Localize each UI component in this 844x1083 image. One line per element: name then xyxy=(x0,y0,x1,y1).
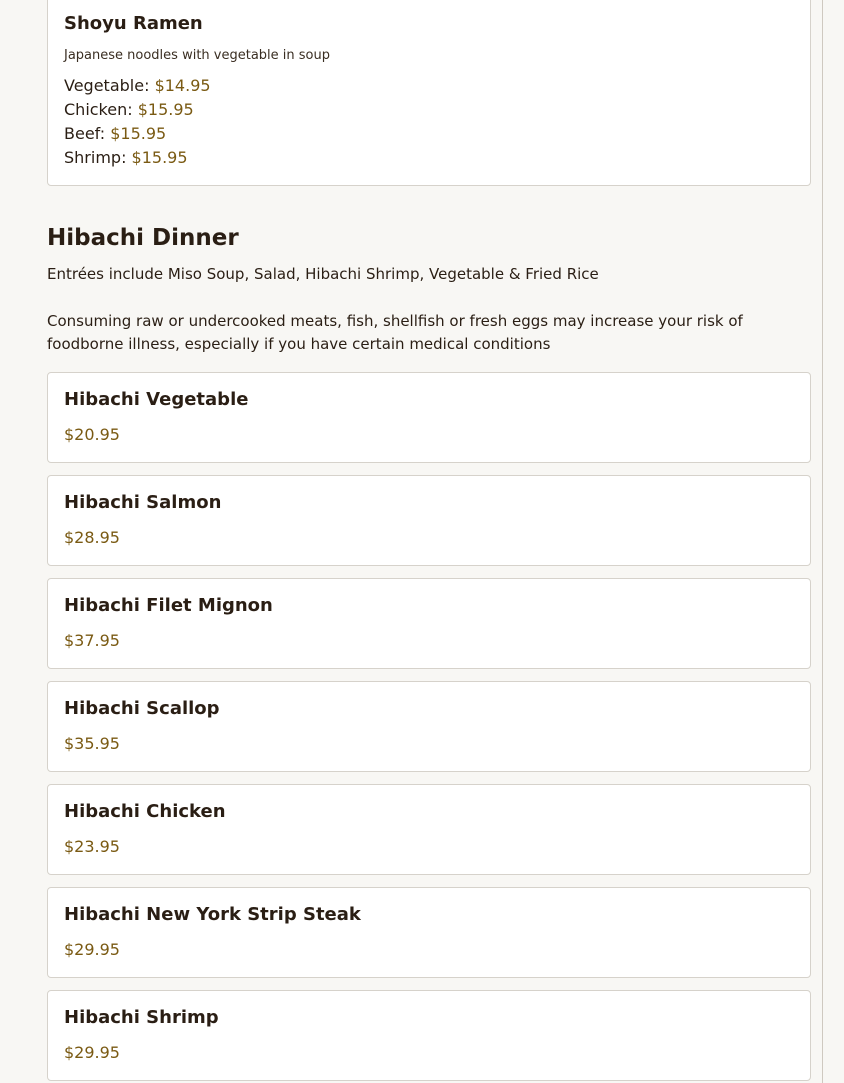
menu-item-card[interactable] xyxy=(47,990,811,1081)
option-label: Shrimp: xyxy=(64,148,127,167)
menu-item-card[interactable] xyxy=(47,887,811,978)
section-note: Entrées include Miso Soup, Salad, Hibachi Shrimp, Vegetable & Fried Rice xyxy=(47,265,599,283)
menu-item-price: $20.95 xyxy=(64,425,120,444)
menu-item-price: $29.95 xyxy=(64,1043,120,1062)
menu-item-price: $23.95 xyxy=(64,837,120,856)
section-title: Hibachi Dinner xyxy=(47,225,239,251)
consumer-advisory: Consuming raw or undercooked meats, fish, shellfish or fresh eggs may increase your risk of foodborne illness, especially if you have certain medical conditions xyxy=(47,312,743,353)
menu-item-title: Hibachi Vegetable xyxy=(64,389,249,410)
menu-item-option xyxy=(64,124,166,143)
menu-item-title: Hibachi New York Strip Steak xyxy=(64,904,361,925)
menu-item-card[interactable] xyxy=(47,475,811,566)
menu-item-price: $29.95 xyxy=(64,940,120,959)
menu-item-card-shoyu-ramen[interactable] xyxy=(47,0,811,186)
option-price: $15.95 xyxy=(137,100,194,119)
menu-item-price: $28.95 xyxy=(64,528,120,547)
option-label: Beef: xyxy=(64,124,106,143)
option-price: $15.95 xyxy=(131,148,188,167)
menu-item-option xyxy=(64,100,194,119)
menu-item-description: Japanese noodles with vegetable in soup xyxy=(64,48,330,63)
option-label: Chicken: xyxy=(64,100,133,119)
option-price: $14.95 xyxy=(154,76,211,95)
menu-item-price: $37.95 xyxy=(64,631,120,650)
menu-item-title: Hibachi Filet Mignon xyxy=(64,595,273,616)
menu-item-title: Hibachi Scallop xyxy=(64,698,220,719)
menu-item-card[interactable] xyxy=(47,784,811,875)
menu-item-title: Hibachi Chicken xyxy=(64,801,226,822)
option-label: Vegetable: xyxy=(64,76,150,95)
menu-item-card[interactable] xyxy=(47,681,811,772)
option-price: $15.95 xyxy=(110,124,167,143)
menu-item-price: $35.95 xyxy=(64,734,120,753)
menu-item-option xyxy=(64,76,211,95)
menu-item-card[interactable] xyxy=(47,578,811,669)
menu-item-card[interactable] xyxy=(47,372,811,463)
menu-item-option xyxy=(64,148,188,167)
menu-item-title: Shoyu Ramen xyxy=(64,13,203,34)
menu-item-title: Hibachi Salmon xyxy=(64,492,222,513)
menu-item-title: Hibachi Shrimp xyxy=(64,1007,219,1028)
